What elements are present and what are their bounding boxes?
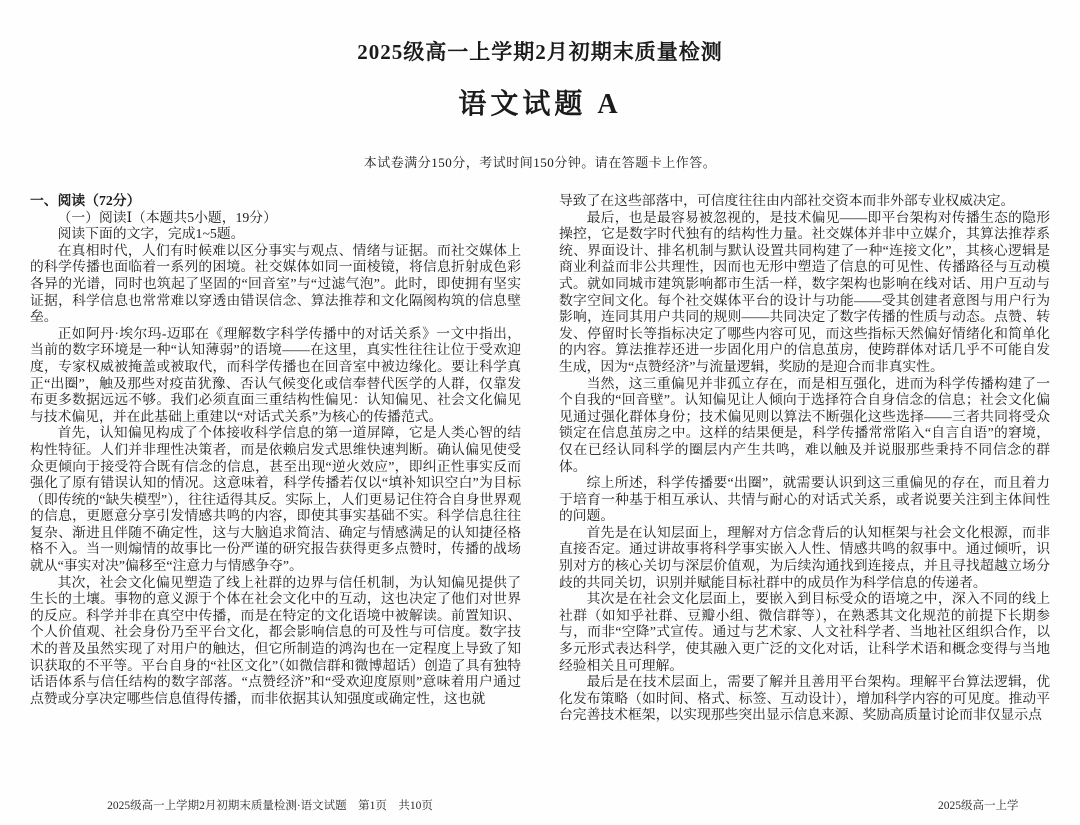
paragraph: 其次，社会文化偏见塑造了线上社群的边界与信任机制，为认知偏见提供了生长的土壤。事物的意义源于个体在社会文化中的互动，这也决定了他们对世界的反应。科学并非在真空中传播，而是在特定的文化语境中被解读。前置知识、个人价值观、社会身份乃至平台文化，都会影响信息的可及性与可信度。数字技术的普及虽然实现了对用户的触达，但它所制造的鸿沟也在一定程度上导致了知识获取的不平等。平台自身的“社区文化”（如微信群和微博超话）创造了具有独特话语体系与信任结构的数字部落。“点赞经济”和“受欢迎度原则”意味着用户通过点赞或分享决定哪些信息值得传播，而非依据其认知强度或确定性，这也就 xyxy=(30,574,521,706)
section-title: 一、阅读（72分） xyxy=(30,193,141,208)
right-column xyxy=(559,193,1050,779)
paragraph: 在真相时代，人们有时候难以区分事实与观点、情绪与证据。而社交媒体上的科学传播也面临着一系列的困境。社交媒体如同一面棱镜，将信息折射成色彩各异的光谱，同时也筑起了坚固的“回音室”与“过滤气泡”。此时，即使拥有坚实证据，科学信息也常常难以穿透由错误信念、算法推荐和文化隔阂构筑的信息壁垒。 xyxy=(30,242,521,325)
left-column xyxy=(30,193,521,779)
text-columns xyxy=(0,193,1080,779)
paragraph: 当然，这三重偏见并非孤立存在，而是相互强化，进而为科学传播构建了一个自我的“回音壁”。认知偏见让人倾向于选择符合自身信念的信息；社会文化偏见通过强化群体身份；技术偏见则以算法不断强化这些选择——三者共同将受众锁定在信息茧房之中。这样的结果便是，科学传播常常陷入“自言自语”的窘境，仅在已经认同科学的圈层内产生共鸣，难以触及并说服那些秉持不同信念的群体。 xyxy=(559,375,1050,474)
paragraph: 其次是在社会文化层面上，要嵌入到目标受众的语境之中，深入不同的线上社群（如知乎社群、豆瓣小组、微信群等），在熟悉其文化规范的前提下长期参与，而非“空降”式宣传。通过与艺术家、人文社科学者、当地社区组织合作，以多元形式表达科学，使其融入更广泛的文化对话，让科学术语和概念变得与当地经验相关且可理解。 xyxy=(559,591,1050,673)
exam-title: 2025级高一上学期2月初期末质量检测 xyxy=(357,40,723,64)
paragraph: 首先是在认知层面上，理解对方信念背后的认知框架与社会文化根源，而非直接否定。通过讲故事将科学事实嵌入人性、情感共鸣的叙事中。通过倾听，识别对方的核心关切与深层价值观，为后续沟通找到连接点，并且寻找超越立场分歧的共同关切，识别并赋能目标社群中的成员作为科学信息的传递者。 xyxy=(559,524,1050,590)
paragraph: 正如阿丹·埃尔玛-迈耶在《理解数字科学传播中的对话关系》一文中指出，当前的数字环境是一种“认知薄弱”的语境——在这里，真实性往往让位于受欢迎度，专家权威被掩盖或被取代，而科学传播也在回音室中被边缘化。要让科学真正“出圈”，触及那些对疫苗犹豫、否认气候变化或信奉替代医学的人群，仅靠发布更多数据远远不够。我们必须直面三重结构性偏见：认知偏见、社会文化偏见与技术偏见，并在此基础上重建以“对话式关系”为核心的传播范式。 xyxy=(30,325,521,424)
paper-title: 语文试题 A xyxy=(458,89,622,120)
page-header xyxy=(0,0,1080,171)
paragraph: 最后，也是最容易被忽视的，是技术偏见——即平台架构对传播生态的隐形操控，它是数字时代独有的结构性力量。社交媒体并非中立媒介，其算法推荐系统、界面设计、排名机制与默认设置共同构建了一种“连接文化”，其核心逻辑是商业利益而非公共理性，因而也无形中塑造了信息的可见性、传播路径与互动模式。就如同城市建筑影响都市生活一样，数字架构也影响在线对话、用户互动与数字空间文化。每个社交媒体平台的设计与功能——受其创建者意图与用户行为影响，连同其用户共同的规则——共同决定了数字传播的性质与动态。点赞、转发、停留时长等指标决定了哪些内容可见，而这些指标天然偏好情绪化和简单化的内容。算法推荐还进一步固化用户的信息茧房，使跨群体对话几乎不可能自发生成，因为“点赞经济”与流量逻辑，奖励的是迎合而非真实性。 xyxy=(559,209,1050,374)
paragraph: 最后是在技术层面上，需要了解并且善用平台架构。理解平台算法逻辑，优化发布策略（如时间、格式、标签、互动设计），增加科学内容的可见度。推动平台完善技术框架，以实现那些突出显示信息来源、奖励高质量讨论而非仅显示点 xyxy=(559,674,1050,723)
subsection-title: （一）阅读Ⅰ（本题共5小题，19分） xyxy=(57,209,277,225)
footer-right-page-info: 2025级高一上学 xyxy=(938,800,1019,812)
exam-instructions: 本试卷满分150分，考试时间150分钟。请在答题卡上作答。 xyxy=(363,155,717,170)
paragraph: 首先，认知偏见构成了个体接收科学信息的第一道屏障，它是人类心智的结构性特征。人们并非理性决策者，而是依赖启发式思维快速判断。确认偏见使受众更倾向于接受符合既有信念的信息，甚至出现“逆火效应”，即纠正性事实反而强化了原有错误认知的情况。这意味着，科学传播若仅以“填补知识空白”为目标（即传统的“缺失模型”），往往适得其反。实际上，人们更易记住符合自身世界观的信息，更愿意分享引发情感共鸣的内容，即使其事实基础不实。科学信息往往复杂、渐进且伴随不确定性，这与大脑追求简洁、确定与情感满足的认知捷径格格不入。当一则煽情的故事比一份严谨的研究报告获得更多点赞时，传播的战场就从“事实对决”偏移至“注意力与情感争夺”。 xyxy=(30,425,521,574)
paragraph-continuation: 导致了在这些部落中，可信度往往由内部社交资本而非外部专业权威决定。 xyxy=(559,193,1015,208)
reading-prompt: 阅读下面的文字，完成1~5题。 xyxy=(57,226,245,242)
footer-left-page-info: 2025级高一上学期2月初期末质量检测·语文试题 第1页 共10页 xyxy=(107,800,433,812)
paragraph: 综上所述，科学传播要“出圈”，就需要认识到这三重偏见的存在，而且着力于培育一种基于相互承认、共情与耐心的对话式关系，或者说要关注到主体间性的问题。 xyxy=(559,475,1050,524)
